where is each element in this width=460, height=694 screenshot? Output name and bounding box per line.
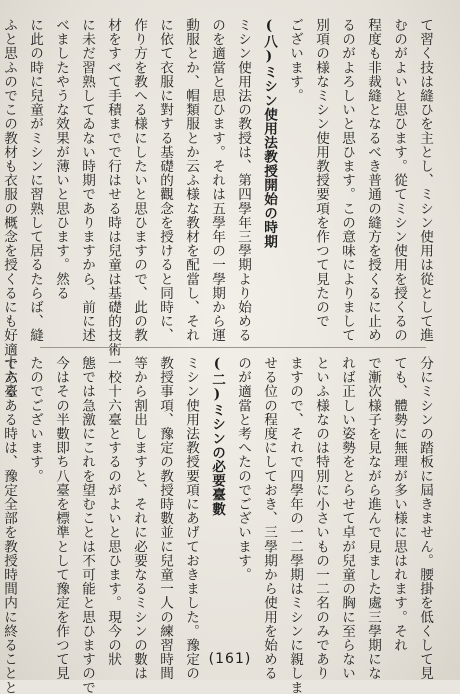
text-line: に依て衣服に對する基礎的觀念を授けると同時に、 bbox=[157, 18, 173, 343]
text-line: で漸次様子を見ながら進んで見ました處三學期にな bbox=[365, 356, 381, 681]
upper-text-block bbox=[0, 18, 438, 399]
page-number: (161) bbox=[208, 651, 252, 667]
section-heading: (八)ミシン使用法教授開始の時期 bbox=[261, 18, 277, 249]
text-line: に未だ習熟してゐない時期でありますから、前に述 bbox=[79, 18, 95, 343]
text-line: ても、體勢に無理が多い様に思はれます。それ bbox=[391, 356, 407, 653]
text-line: ますので、それで四學年の一二學期はミシンに親しま bbox=[287, 356, 303, 694]
text-line: 今はその半數即ち八臺を標準として豫定を作つて見 bbox=[53, 356, 69, 681]
text-line: のが適當と考へたのでございます。 bbox=[235, 356, 251, 582]
text-line: 材をすべて手積までで行はせる時は兒童は基礎的技術 bbox=[105, 18, 121, 357]
text-line: 程度も非裁縫となるべき普通の縫方を授くるに止め bbox=[365, 18, 381, 343]
text-line: に此の時に兒童がミシンに習熟して居るたらば、縫 bbox=[27, 18, 43, 343]
text-line: 十六臺ある時は、豫定全部を教授時間内に終ることと bbox=[1, 356, 17, 694]
section-divider bbox=[40, 347, 426, 348]
text-line: ミシン使用法教授要項にあげておきました。豫定の bbox=[183, 356, 199, 681]
text-line: といふ様なのは特別に小さいもの一二名のみであり bbox=[313, 356, 329, 681]
text-line: 態では急激にこれを望むことは不可能と思ひますので bbox=[79, 356, 95, 694]
text-line: 動服とか、帽類服とか云ふ様な教材を配當し、それ bbox=[183, 18, 199, 343]
text-line: るのがよろしいと思ひます。この意味によりまして bbox=[339, 18, 355, 343]
text-line: 一校十六臺とするのがよいと思ひます。現今の狀 bbox=[105, 356, 121, 667]
section-heading: (二)ミシンの必要臺數 bbox=[209, 356, 225, 516]
text-line: ミシン使用法の教授は、第四學年三學期より始める bbox=[235, 18, 251, 343]
text-line: むのがよいと思ひます。從てミシン使用を授くるの bbox=[391, 18, 407, 343]
text-line: ございます。 bbox=[287, 18, 303, 103]
text-line: せる位の程度にしておき、三學期から使用を始める bbox=[261, 356, 277, 681]
text-line: のを適當と思ひます。それは五學年の一學期から運 bbox=[209, 18, 225, 343]
text-line: べましたやうな效果が薄いと思ひます。然る bbox=[53, 18, 69, 300]
text-line: 分にミシンの踏板に屆きません。腰掛を低くして見 bbox=[417, 356, 433, 681]
text-line: 教授事項、豫定の教授時數並に兒童一人の練習時間 bbox=[157, 356, 173, 681]
text-line: ふと思ふのでこの教材も衣服の概念を授くるにも好適である bbox=[1, 18, 17, 399]
text-line: 等から割出しますと、それに必要なるミシンの數は bbox=[131, 356, 147, 681]
text-line: 作り方を教へる様にしたいと思ひますので、此の教 bbox=[131, 18, 147, 343]
text-line: れば正しい姿勢をとらせて卓が兒童の胸に至らない bbox=[339, 356, 355, 681]
text-line: て習く技は縫ひを主とし、ミシン使用は從として進 bbox=[417, 18, 433, 343]
text-line: たのでございます。 bbox=[27, 356, 43, 483]
text-line: 別項の様なミシン使用教授要項を作つて見たので bbox=[313, 18, 329, 329]
